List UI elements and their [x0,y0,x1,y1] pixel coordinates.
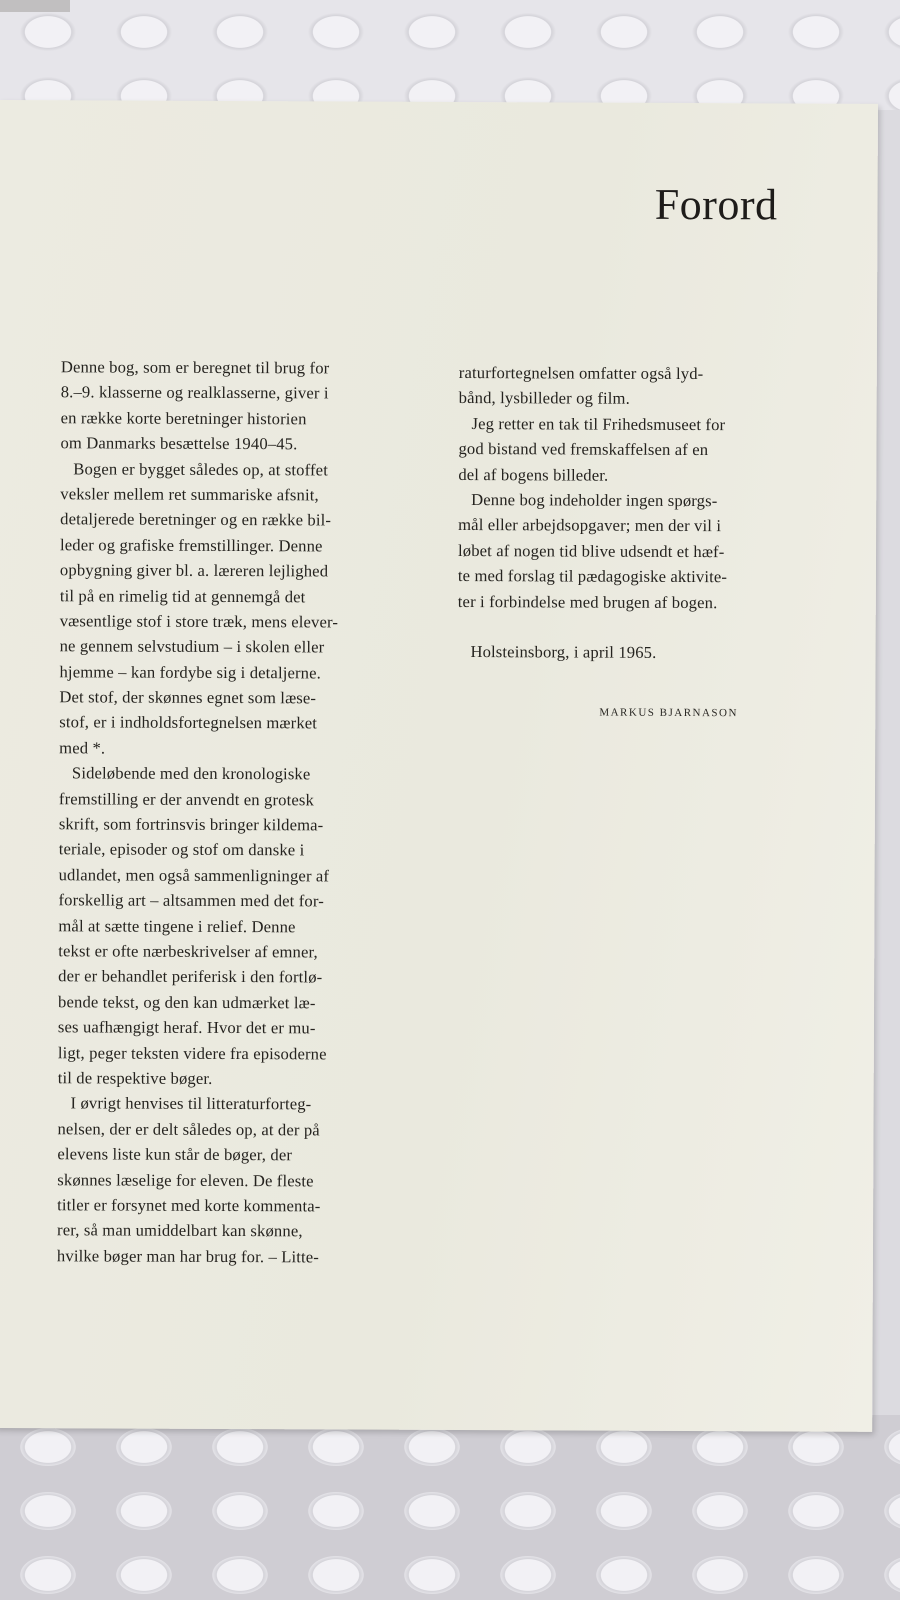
text-line: ne gennem selvstudium – i skolen eller [59,636,325,657]
text-line: væsentlige stof i store træk, mens elever- [59,611,339,632]
text-line: fremstilling er der anvendt en grotesk [58,788,314,810]
text-line: mål eller arbejdsopgaver; men der vil i [458,515,722,536]
text-line: til de respektive bøger. [57,1068,213,1088]
text-line: stof, er i indholdsfortegnelsen mærket [59,712,318,733]
right-text-column [458,360,728,666]
text-line: hvilke bøger man har brug for. – Litte- [56,1245,320,1267]
bedspread-background-bottom [0,1415,900,1600]
text-line: titler er forsynet med korte kommenta- [57,1195,321,1216]
text-line: ligt, peger teksten videre fra episoderne [57,1042,327,1063]
author-signature: MARKUS BJARNASON [599,706,738,720]
book-page [0,100,878,1432]
text-line: veksler mellem ret summariske afsnit, [60,484,319,505]
text-line: om Danmarks besættelse 1940–45. [60,433,298,454]
text-line: teriale, episoder og stof om danske i [58,839,305,860]
text-line: ses uafhængigt heraf. Hvor det er mu- [57,1017,316,1038]
text-line: 8.–9. klasserne og realklasserne, giver i [60,382,329,403]
text-line: til på en rimelig tid at gennemgå det [59,585,306,606]
text-line [458,614,727,641]
text-line: Sideløbende med den kronologiske [59,763,311,784]
text-line: Holsteinsborg, i april 1965. [457,642,657,663]
text-line: nelsen, der er delt således op, at der på [57,1118,320,1140]
text-line: Denne bog indeholder ingen spørgs- [458,489,718,511]
text-line: opbygning giver bl. a. læreren lejlighed [59,560,329,581]
text-line: elevens liste kun står de bøger, der [57,1144,293,1165]
text-line: ter i forbindelse med brugen af bogen. [457,591,718,612]
text-line: bende tekst, og den kan udmærket læ- [58,992,316,1013]
shadow-strip [0,0,70,12]
text-line: udlandet, men også sammenligninger af [58,865,330,886]
text-line: I øvrigt henvises til litteraturforteg- [57,1093,312,1114]
text-line: leder og grafiske fremstillinger. Denne [60,535,323,556]
text-line: med *. [59,738,106,758]
text-line: en række korte beretninger historien [60,408,307,429]
text-line: skønnes læselige for eleven. De fleste [57,1169,314,1190]
text-line: Bogen er bygget således op, at stoffet [60,458,329,479]
page-title: Forord [654,179,778,230]
text-line: te med forslag til pædagogiske aktivite- [457,566,728,587]
text-line: forskellig art – altsammen med det for- [58,890,324,911]
text-line: mål at sætte tingene i relief. Denne [58,915,296,936]
text-line: rer, så man umiddelbart kan skønne, [57,1220,303,1241]
text-line: der er behandlet periferisk i den fortlø- [58,966,323,987]
text-line: raturfortegnelsen omfatter også lyd- [458,363,704,384]
text-line: del af bogens billeder. [458,464,609,485]
left-text-column [57,354,339,1269]
text-line: skrift, som fortrinsvis bringer kildema- [58,814,324,835]
text-line: løbet af nogen tid blive udsendt et hæf- [457,540,725,561]
text-line: tekst er ofte nærbeskrivelser af emner, [58,941,318,962]
text-line: Det stof, der skønnes egnet som læse- [59,687,317,708]
text-line: Denne bog, som er beregnet til brug for [60,357,330,378]
text-line: god bistand ved fremskaffelsen af en [458,439,709,460]
bedspread-background-top [0,0,900,110]
text-line: detaljerede beretninger og en række bil- [60,509,332,530]
text-line: Jeg retter en tak til Frihedsmuseet for [458,413,726,434]
text-line: bånd, lysbilleder og film. [458,388,630,409]
text-line: hjemme – kan fordybe sig i detaljerne. [59,661,321,683]
